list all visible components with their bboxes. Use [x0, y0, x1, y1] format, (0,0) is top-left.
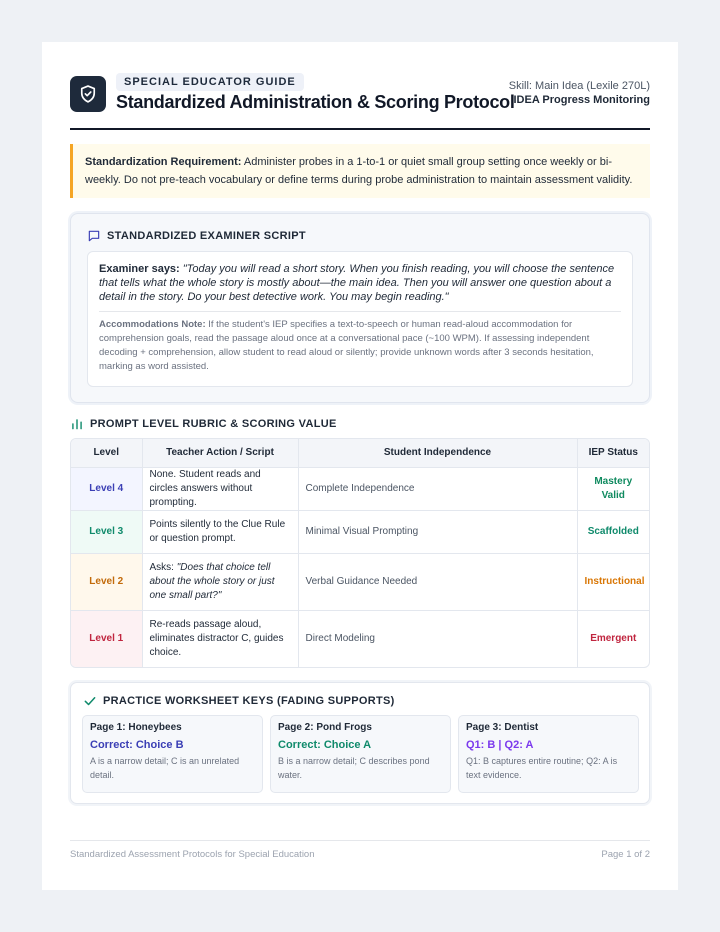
key-description: B is a narrow detail; C describes pond water.	[278, 756, 430, 780]
table-row	[71, 553, 649, 610]
examiner-says	[99, 262, 621, 304]
examiner-script-card	[70, 213, 650, 403]
examiner-says-label: Examiner says:	[99, 263, 180, 275]
key-title: Page 3: Dentist	[466, 722, 539, 733]
shield-logo	[70, 76, 106, 112]
accommodations-note	[99, 318, 621, 374]
script-box	[87, 251, 633, 387]
callout-text: Administer probes in a 1-to-1 or quiet small group setting once weekly or bi-weekly. Do not pre-teach vocabulary or define terms during probe administration to maintain assessment validity.	[85, 156, 633, 186]
examiner-says-text: "Today you will read a short story. When you finish reading, you will choose the sentence that tells what the whole story is mostly about—the main idea. Then you will answer one question about a detail in the story. Do your best detective work. You may begin reading."	[99, 263, 615, 303]
status-cell: Mastery Valid	[577, 467, 649, 510]
accommodations-text: If the student's IEP specifies a text-to-speech or human read-aloud accommodation for comprehension goals, read the passage aloud once at a conversational pace (~100 WPM). If assessing independent decoding + comprehension, allow student to read aloud or silently; provide unknown words after 3 seconds hesitation, marking as word assisted.	[99, 319, 594, 372]
page-title: Standardized Administration & Scoring Protocol	[116, 92, 515, 112]
callout-label: Standardization Requirement:	[85, 156, 242, 168]
keys-heading-text: PRACTICE WORKSHEET KEYS (FADING SUPPORTS)	[103, 695, 395, 707]
independence-cell: Verbal Guidance Needed	[298, 553, 577, 610]
status-cell: Emergent	[590, 632, 637, 644]
rubric-heading-text: PROMPT LEVEL RUBRIC & SCORING VALUE	[90, 418, 337, 430]
teacher-action-cell	[142, 467, 298, 510]
column-header: Level	[71, 439, 142, 467]
script-heading-text: STANDARDIZED EXAMINER SCRIPT	[107, 230, 306, 242]
page	[42, 42, 678, 890]
independence-cell: Complete Independence	[298, 467, 577, 510]
table-row	[71, 610, 649, 667]
teacher-action-cell	[142, 510, 298, 553]
rubric-header-row	[71, 439, 649, 467]
teacher-action-cell	[142, 553, 298, 610]
status-cell: Scaffolded	[577, 510, 649, 553]
document-header	[70, 72, 650, 130]
table-row	[71, 467, 649, 510]
level-cell: Level 3	[71, 510, 142, 553]
script-heading	[87, 229, 306, 243]
answer-key-card	[82, 715, 263, 793]
independence-cell: Minimal Visual Prompting	[298, 510, 577, 553]
script-divider	[99, 311, 621, 312]
key-title: Page 2: Pond Frogs	[278, 722, 372, 733]
shield-check-icon	[78, 84, 98, 104]
column-header: Teacher Action / Script	[142, 439, 298, 467]
key-title: Page 1: Honeybees	[90, 722, 182, 733]
level-cell: Level 2	[71, 553, 142, 610]
accommodations-label: Accommodations Note:	[99, 319, 206, 330]
page-footer	[70, 840, 650, 860]
key-description: A is a narrow detail; C is an unrelated detail.	[90, 756, 240, 780]
answer-key-card	[270, 715, 451, 793]
teacher-action-text: Asks:	[149, 561, 177, 573]
teacher-action-text: None. Student reads and circles answers without prompting.	[149, 468, 261, 508]
worksheet-keys-card	[70, 682, 650, 804]
level-cell: Level 1	[71, 610, 142, 667]
level-cell: Level 4	[71, 467, 142, 510]
answer-key-card	[458, 715, 639, 793]
independence-cell: Direct Modeling	[298, 610, 577, 667]
teacher-action-cell	[142, 610, 298, 667]
keys-heading	[83, 694, 395, 708]
table-row	[71, 510, 649, 553]
teacher-action-text: Points silently to the Clue Rule or question prompt.	[149, 518, 286, 544]
bar-chart-icon	[70, 417, 84, 431]
rubric-table	[71, 439, 649, 667]
rubric-heading	[70, 417, 337, 431]
chat-icon	[87, 229, 101, 243]
status-cell: Instructional	[577, 553, 649, 610]
page-number: Page 1 of 2	[601, 849, 650, 860]
key-description: Q1: B captures entire routine; Q2: A is text evidence.	[466, 756, 618, 780]
key-answer: Correct: Choice B	[90, 739, 184, 751]
header-meta	[509, 80, 650, 106]
rubric-table-wrap	[70, 438, 650, 668]
teacher-action-quote: "Does that choice tell about the whole story or just one small part?"	[149, 561, 275, 601]
key-answer: Q1: B | Q2: A	[466, 739, 534, 751]
teacher-action-text: Re-reads passage aloud, eliminates distractor C, guides choice.	[149, 618, 284, 658]
footer-title: Standardized Assessment Protocols for Special Education	[70, 849, 315, 860]
key-answer: Correct: Choice A	[278, 739, 372, 751]
guide-badge: SPECIAL EDUCATOR GUIDE	[116, 73, 304, 91]
column-header: Student Independence	[298, 439, 577, 467]
checkmark-icon	[83, 694, 97, 708]
column-header: IEP Status	[577, 439, 649, 467]
skill-label: Skill: Main Idea (Lexile 270L)	[508, 80, 650, 92]
standardization-callout	[70, 144, 650, 198]
program-label: IDEA Progress Monitoring	[513, 94, 650, 106]
